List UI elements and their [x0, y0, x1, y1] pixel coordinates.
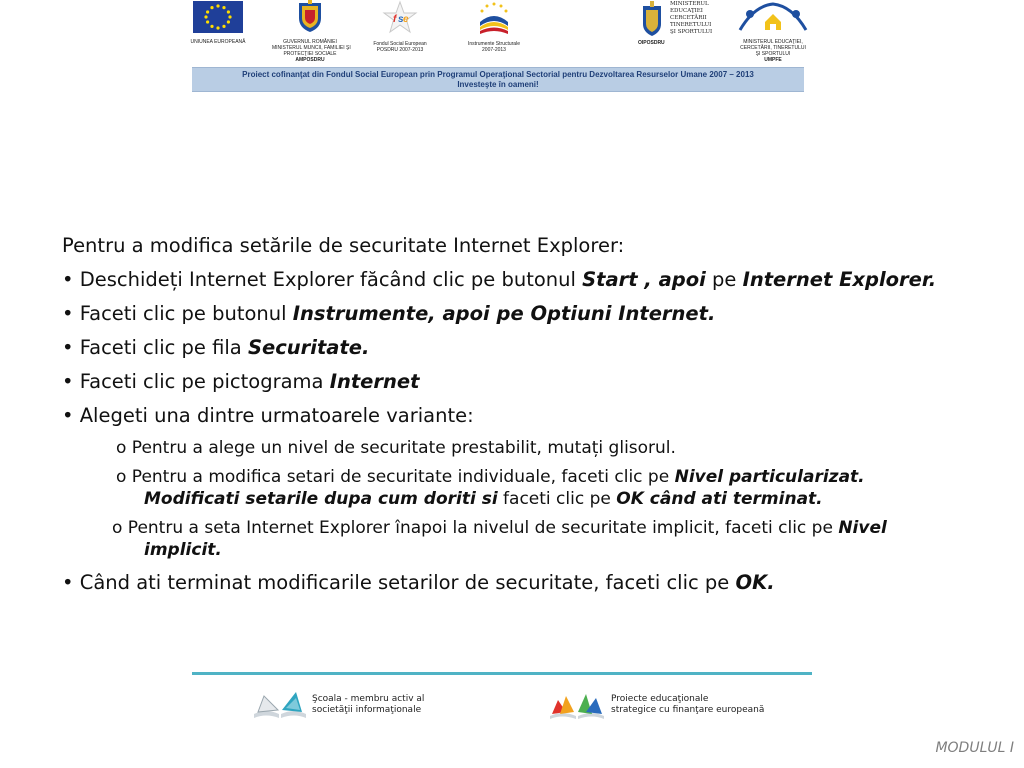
government-logo — [272, 0, 351, 63]
bullet-internet-icon: • Faceti clic pe pictograma Internet — [62, 370, 420, 393]
footer-logo-school — [250, 688, 450, 722]
svg-text:e: e — [403, 14, 409, 25]
fse-caption-2: POSDRU 2007-2013 — [376, 47, 424, 53]
ministry-logo — [636, 0, 720, 46]
ministry-emblem-4: TINERETULUI — [670, 22, 712, 28]
fse-caption-1: Fondul Social European — [373, 41, 427, 47]
footer-school-text: Şcoala - membru activ al societăţii informaţionale — [312, 694, 425, 715]
open-book-icon — [250, 688, 310, 722]
fse-logo — [370, 0, 430, 53]
bullet-choose-option: • Alegeti una dintre urmatoarele variante: — [62, 404, 474, 427]
instrumente-structurale-logo — [462, 0, 526, 53]
footer-logo-projects — [546, 688, 786, 722]
gov-caption-3: PROTECŢIEI SOCIALE — [283, 51, 337, 57]
bullet-tools: • Faceti clic pe butonul Instrumente, apoi pe Optiuni Internet. — [62, 302, 716, 325]
eu-flag-icon — [192, 0, 244, 34]
footer-divider — [192, 672, 812, 675]
ministry-caption: OIPOSDRU — [638, 40, 665, 46]
umpfe-people-icon — [736, 0, 810, 34]
is-caption-1: Instrumente Structurale — [468, 41, 520, 47]
sub-default-level: o Pentru a seta Internet Explorer înapoi la nivelul de securitate implicit, faceti clic pe Nivel implicit. — [112, 518, 887, 560]
bullet-finish-ok: • Când ati terminat modificarile setarilor de securitate, faceti clic pe OK. — [62, 571, 775, 594]
is-caption-2: 2007-2013 — [482, 47, 506, 53]
bullet-open-ie: • Deschideți Internet Explorer făcând clic pe butonul Start , apoi pe Internet Explorer. — [62, 268, 937, 291]
fse-star-icon — [381, 0, 419, 36]
colored-book-icon — [546, 688, 608, 722]
umpfe-caption-1: MINISTERUL EDUCAŢIEI, — [743, 39, 803, 45]
gov-caption-2: MINISTERUL MUNCII, FAMILIEI ŞI — [272, 45, 351, 51]
intro-line: Pentru a modifica setările de securitate Internet Explorer: — [62, 234, 625, 257]
banner-line-2: Investeşte în oameni! — [457, 80, 539, 89]
svg-text:f: f — [393, 14, 397, 25]
umpfe-caption-4: UMPFE — [764, 57, 782, 63]
ministry-emblem-1: MINISTERUL — [670, 1, 709, 7]
coat-of-arms-icon — [295, 0, 325, 34]
gov-caption-4: AMPOSDRU — [295, 57, 325, 63]
ministry-emblem-3: CERCETĂRII — [670, 15, 707, 21]
gov-caption-1: GUVERNUL ROMÂNIEI — [283, 39, 337, 45]
instrumente-structurale-icon — [474, 0, 514, 36]
module-label: MODULUL I — [935, 740, 1014, 756]
sub-preset-level: o Pentru a alege un nivel de securitate prestabilit, mutați glisorul. — [116, 438, 676, 458]
ministry-emblem-5: ŞI SPORTULUI — [670, 29, 713, 35]
umpfe-caption-2: CERCETĂRII, TINERETULUI — [740, 45, 806, 51]
eu-logo — [190, 0, 246, 45]
umpfe-caption-3: ŞI SPORTULUI — [755, 51, 791, 57]
cofinancing-banner — [192, 67, 804, 92]
umpfe-logo — [733, 0, 813, 63]
svg-text:s: s — [398, 14, 404, 25]
footer-projects-text: Proiecte educaţionale strategice cu finanţare europeană — [611, 694, 765, 715]
ministry-crest-icon — [640, 0, 664, 38]
instructions-body — [62, 233, 962, 604]
bullet-security-tab: • Faceti clic pe fila Securitate. — [62, 336, 370, 359]
ministry-emblem-2: EDUCAŢIEI — [670, 8, 703, 14]
sub-custom-level: o Pentru a modifica setari de securitate individuale, faceti clic pe Nivel particularizat. Modificati setarile dupa cum doriti si faceti clic pe OK când ati terminat. — [116, 467, 865, 509]
banner-line-1: Proiect cofinanţat din Fondul Social European prin Programul Operaţional Sectorial pentru Dezvoltarea Resurselor Umane 2007 – 2013 — [242, 70, 754, 79]
eu-caption: UNIUNEA EUROPEANĂ — [190, 39, 246, 45]
